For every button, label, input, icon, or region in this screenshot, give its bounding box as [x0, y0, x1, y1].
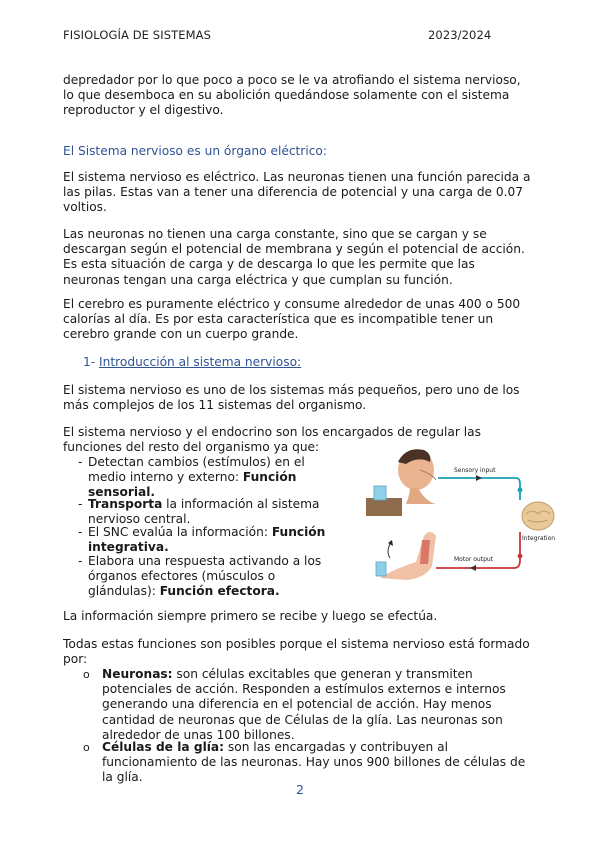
- text-line: Es esta situación de carga y de descarga lo que les permite que las: [63, 257, 475, 272]
- paragraph-electric: [63, 170, 533, 216]
- paragraph-intro-ns: [63, 383, 533, 413]
- bold-fragment: Células de la glía:: [102, 740, 225, 754]
- nervous-system-figure: [366, 440, 560, 580]
- bold-fragment: Neuronas:: [102, 667, 173, 681]
- paragraph-formed: [63, 637, 533, 667]
- text-line: potenciales de acción. Responden a estímulos externos e internos: [102, 682, 506, 697]
- page-number: 2: [296, 782, 304, 797]
- paragraph-charge: [63, 227, 533, 288]
- circle-bullet: o: [83, 741, 90, 754]
- section-heading: El Sistema nervioso es un órgano eléctrico:: [63, 144, 327, 158]
- text-line: reproductor y el digestivo.: [63, 103, 224, 118]
- dash-bullet: -: [78, 497, 83, 511]
- cell-item-neuronas: [83, 667, 542, 743]
- head-illustration: [398, 449, 436, 504]
- heading-number: 1-: [83, 355, 96, 369]
- paragraph-brain: [63, 297, 533, 343]
- cell-item-glia: [83, 740, 542, 786]
- text-line: Las neuronas no tienen una carga constante, sino que se cargan y se: [63, 227, 487, 241]
- text-fragment: glándulas):: [88, 584, 160, 599]
- text-line: por:: [63, 652, 88, 667]
- text-line: El sistema nervioso es eléctrico. Las neuronas tienen una función parecida a: [63, 170, 531, 184]
- sensory-label: Sensory input: [454, 467, 496, 474]
- text-line: nervioso central.: [88, 512, 191, 527]
- text-line: El sistema nervioso es uno de los sistemas más pequeños, pero uno de los: [63, 383, 520, 397]
- glass-illustration: [366, 486, 402, 516]
- text-line: El sistema nervioso y el endocrino son los encargados de regular las: [63, 425, 481, 439]
- bold-fragment: Función: [242, 470, 297, 485]
- bold-fragment: Función efectora.: [159, 584, 280, 599]
- text-line: neuronas tengan una carga eléctrica y que cumplan su función.: [63, 272, 453, 287]
- heading-text: Introducción al sistema nervioso:: [99, 355, 302, 369]
- text-line: Elabora una respuesta activando a los: [88, 554, 322, 568]
- paragraph-receive: La información siempre primero se recibe y luego se efectúa.: [63, 609, 438, 623]
- sensory-pathway: [438, 478, 520, 500]
- text-line: descargan según el potencial de membrana y según el potencial de acción.: [63, 242, 525, 257]
- text-line: Detectan cambios (estímulos) en el: [88, 455, 305, 469]
- circle-bullet: o: [83, 668, 90, 681]
- numbered-heading: [83, 355, 553, 370]
- text-fragment: medio interno y externo:: [88, 470, 243, 485]
- intro-paragraph: [63, 73, 533, 119]
- text-line: funciones del resto del organismo ya que:: [63, 440, 320, 455]
- text-line: la glía.: [102, 770, 143, 785]
- header-year: 2023/2024: [428, 28, 492, 42]
- dash-bullet: -: [78, 554, 83, 568]
- arm-illustration: [376, 532, 436, 580]
- function-item-sensory: [78, 455, 358, 501]
- bold-fragment: Transporta: [88, 497, 163, 511]
- dash-bullet: -: [78, 525, 83, 539]
- brain-illustration: [522, 502, 554, 530]
- text-line: órganos efectores (músculos o: [88, 569, 276, 584]
- header-course: FISIOLOGÍA DE SISTEMAS: [63, 28, 211, 42]
- bold-fragment: integrativa.: [88, 540, 169, 555]
- text-line: Todas estas funciones son posibles porque el sistema nervioso está formado: [63, 637, 530, 651]
- text-line: funcionamiento de las neuronas. Hay unos 900 billones de células de: [102, 755, 526, 770]
- text-line: El cerebro es puramente eléctrico y consume alrededor de unas 400 o 500: [63, 297, 521, 311]
- text-line: calorías al día. Es por esta característica que es incompatible tener un: [63, 312, 494, 327]
- bold-fragment: sensorial.: [88, 485, 156, 500]
- text-line: generando una diferencia en el potencial de acción. Hay menos: [102, 697, 492, 712]
- text-fragment: El SNC evalúa la información:: [88, 525, 272, 539]
- text-line: voltios.: [63, 200, 107, 215]
- text-line: cerebro grande con un cuerpo grande.: [63, 327, 299, 342]
- text-line: lo que desemboca en su abolición quedándose solamente con el sistema: [63, 88, 510, 103]
- function-item-effector: [78, 554, 358, 600]
- bold-fragment: Función: [271, 525, 326, 539]
- motor-label: Motor output: [454, 556, 494, 563]
- text-line: más complejos de los 11 sistemas del organismo.: [63, 398, 367, 413]
- text-fragment: la información al sistema: [162, 497, 320, 511]
- function-item-integrative: [78, 525, 358, 555]
- text-line: alrededor de unas 100 billones.: [102, 727, 295, 742]
- text-fragment: son células excitables que generan y transmiten: [172, 667, 473, 681]
- text-line: depredador por lo que poco a poco se le va atrofiando el sistema nervioso,: [63, 73, 521, 87]
- function-item-transport: [78, 497, 358, 527]
- integration-label: Integration: [522, 535, 556, 542]
- dash-bullet: -: [78, 455, 83, 469]
- text-line: cantidad de neuronas que de Células de la glía. Las neuronas son: [102, 712, 503, 727]
- text-fragment: son las encargadas y contribuyen al: [224, 740, 448, 754]
- text-line: las pilas. Estas van a tener una diferencia de potencial y una carga de 0.07: [63, 185, 524, 200]
